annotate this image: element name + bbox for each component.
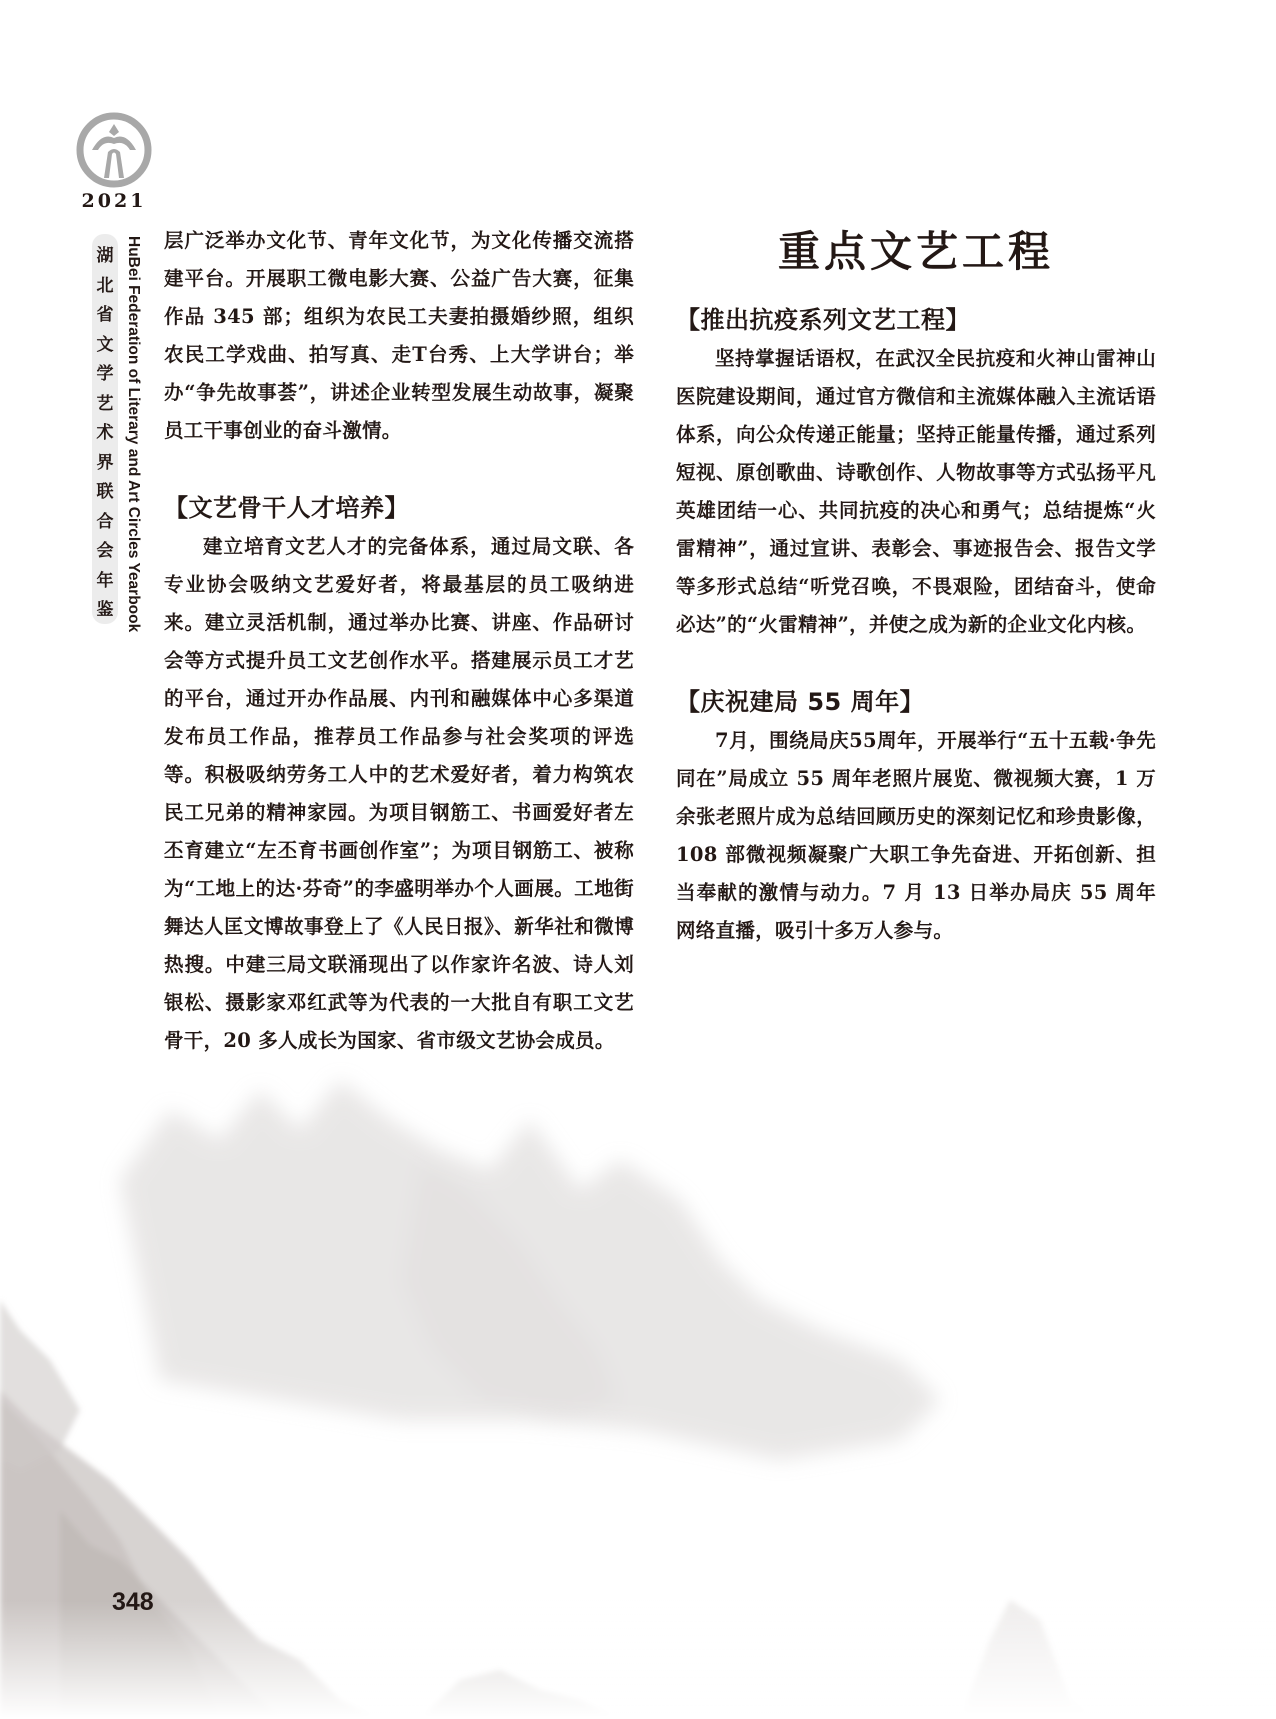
side-title-char: 艺 [96, 393, 114, 414]
federation-emblem-icon [74, 110, 154, 190]
intro-paragraph: 层广泛举办文化节、青年文化节，为文化传播交流搭建平台。开展职工微电影大赛、公益广告大赛，征集作品 345 部；组织为农民工夫妻拍摄婚纱照，组织农民工学戏曲、拍写真、走T台秀、上大学讲台；举办“争先故事荟”，讲述企业转型发展生动故事，凝聚员工干事创业的奋斗激情。 [164, 229, 634, 442]
side-title-char: 湖 [96, 246, 114, 266]
side-title-cn [92, 234, 118, 624]
side-title-char: 术 [96, 423, 114, 443]
right-column [676, 222, 1156, 950]
anti-epidemic-paragraph: 坚持掌握话语权，在武汉全民抗疫和火神山雷神山医院建设期间，通过官方微信和主流媒体融入主流话语体系，向公众传递正能量；坚持正能量传播，通过系列短视、原创歌曲、诗歌创作、人物故事等方式弘扬平凡英雄团结一心、共同抗疫的决心和勇气；总结提炼“火雷精神”，通过宣讲、表彰会、事迹报告会、报告文学等多形式总结“听党召唤，不畏艰险，团结奋斗，使命必达”的“火雷精神”，并使之成为新的企业文化内核。 [676, 347, 1156, 636]
side-title-char: 省 [96, 305, 114, 325]
anniversary-paragraph: 7月，围绕局庆55周年，开展举行“五十五载·争先同在”局成立 55 周年老照片展览、微视频大赛，1 万余张老照片成为总结回顾历史的深刻记忆和珍贵影像，108 部微视频凝聚广大职工争先奋进、开拓创新、担当奉献的激情与动力。7 月 13 日举办局庆 55 周年网络直播，吸引十多万人参与。 [676, 729, 1156, 942]
side-title-char: 鉴 [96, 600, 114, 620]
side-title-char: 文 [96, 334, 114, 355]
section-heading-anti-epidemic: 【推出抗疫系列文艺工程】 [676, 306, 970, 334]
side-title-char: 学 [96, 364, 114, 384]
side-title-char: 联 [96, 482, 114, 502]
side-title-char: 年 [96, 570, 114, 591]
side-title-char: 会 [96, 541, 114, 561]
side-title-en-text: HuBei Federation of Literary and Art Circles Yearbook [125, 236, 142, 633]
page-number: 348 [112, 1588, 154, 1616]
yearbook-year: 2021 [81, 190, 147, 212]
section-heading-anniversary: 【庆祝建局 55 周年】 [676, 688, 925, 716]
side-title-char: 界 [96, 452, 114, 473]
talent-paragraph: 建立培育文艺人才的完备体系，通过局文联、各专业协会吸纳文艺爱好者，将最基层的员工吸纳进来。建立灵活机制，通过举办比赛、讲座、作品研讨会等方式提升员工文艺创作水平。搭建展示员工才艺的平台，通过开办作品展、内刊和融媒体中心多渠道发布员工作品，推荐员工作品参与社会奖项的评选等。积极吸纳劳务工人中的艺术爱好者，着力构筑农民工兄弟的精神家园。为项目钢筋工、书画爱好者左丕育建立“左丕育书画创作室”；为项目钢筋工、被称为“工地上的达·芬奇”的李盛明举办个人画展。工地街舞达人匡文博故事登上了《人民日报》、新华社和微博热搜。中建三局文联涌现出了以作家许名波、诗人刘银松、摄影家邓红武等为代表的一大批自有职工文艺骨干，20 多人成长为国家、省市级文艺协会成员。 [164, 535, 634, 1052]
side-title-char: 北 [96, 275, 114, 296]
side-title-char: 合 [96, 511, 114, 532]
left-column [164, 222, 634, 1060]
section-heading-talent: 【文艺骨干人才培养】 [164, 494, 409, 522]
side-title-en [124, 236, 144, 633]
page-title: 重点文艺工程 [777, 227, 1054, 276]
